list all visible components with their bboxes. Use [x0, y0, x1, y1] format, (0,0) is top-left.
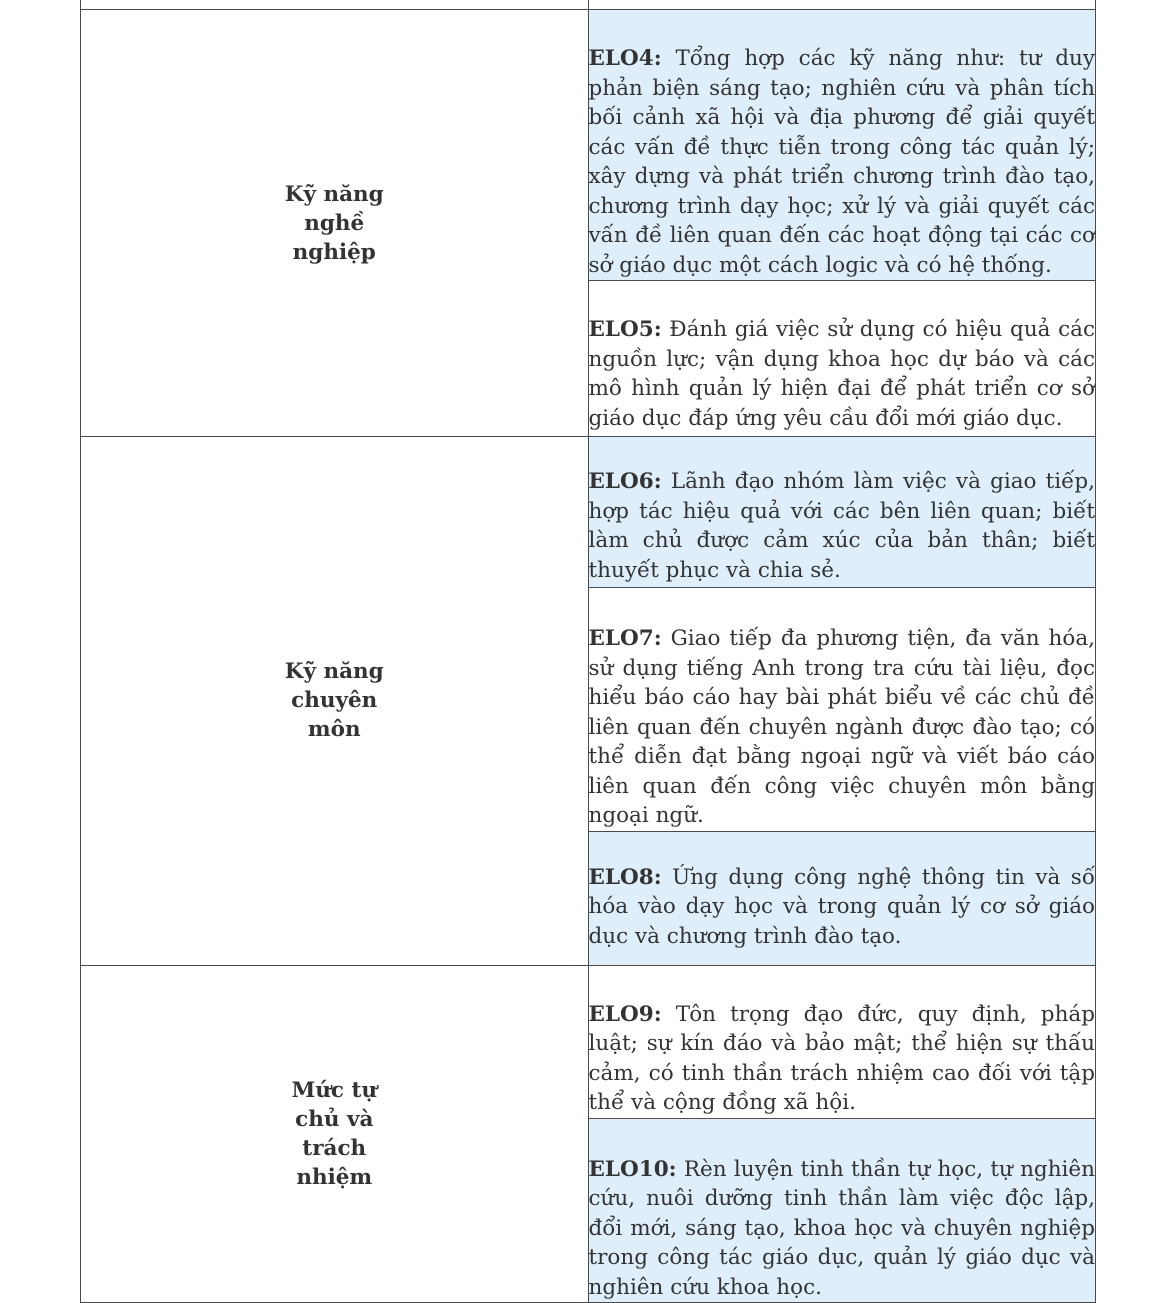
elo-text-elo9: Tôn trọng đạo đức, quy định, pháp luật; sự kín đáo và bảo mật; thể hiện sự thấu cảm, có tinh thần trách nhiệm cao đối với tập thể và cộng đồng xã hội. — [588, 1001, 1096, 1115]
elo-text-elo6: Lãnh đạo nhóm làm việc và giao tiếp, hợp tác hiệu quả với các bên liên quan; biết làm chủ được cảm xúc của bản thân; biết thuyết phục và chia sẻ. — [588, 469, 1095, 583]
elo-code-elo5: ELO5: — [588, 317, 662, 342]
elo-text-elo10: Rèn luyện tinh thần tự học, tự nghiên cứu, nuôi dưỡng tinh thần làm việc độc lập, đổi mới, sáng tạo, khoa học và chuyên nghiệp trong công tác giáo dục, quản lý giáo dục và nghiên cứu khoa học. — [588, 1156, 1095, 1300]
top-strip-elo-cell — [588, 0, 1096, 10]
category-label-autonomy-responsibility: Mức tự chủ và trách nhiệm — [291, 1077, 378, 1190]
table-row-elo6 — [81, 437, 1096, 588]
elo-text-elo4: Tổng hợp các kỹ năng như: tư duy phản biện sáng tạo; nghiên cứu và phân tích bối cảnh xã hội và địa phương để giải quyết các vấn đề thực tiễn trong công tác quản lý; xây dựng và phát triển chương trình đào tạo, chương trình dạy học; xử lý và giải quyết các vấn đề liên quan đến các hoạt động tại các cơ sở giáo dục một cách logic và có hệ thống. — [588, 46, 1095, 278]
elo-cell-elo9 — [588, 965, 1096, 1118]
category-cell-professional-skills — [81, 10, 589, 437]
elo-text-elo8: Ứng dụng công nghệ thông tin và số hóa vào dạy học và trong quản lý cơ sở giáo dục và chương trình đào tạo. — [588, 864, 1095, 949]
category-label-specialized-skills: Kỹ năng chuyên môn — [284, 659, 384, 743]
top-strip-category-cell — [81, 0, 589, 10]
elo-cell-elo5 — [588, 281, 1096, 437]
elo-cell-elo8 — [588, 831, 1096, 965]
elo-code-elo4: ELO4: — [588, 46, 662, 71]
elo-table — [80, 0, 1096, 1303]
elo-code-elo7: ELO7: — [588, 626, 662, 651]
category-cell-autonomy-responsibility — [81, 965, 589, 1303]
table-row-elo9 — [81, 965, 1096, 1118]
elo-cell-elo7 — [588, 588, 1096, 832]
category-cell-specialized-skills — [81, 437, 589, 966]
elo-code-elo10: ELO10: — [588, 1156, 677, 1182]
elo-text-elo7: Giao tiếp đa phương tiện, đa văn hóa, sử dụng tiếng Anh trong tra cứu tài liệu, đọc hiểu báo cáo hay bài phát biểu về các chủ đề liên quan đến chuyên ngành được đào tạo; có thể diễn đạt bằng ngoại ngữ và viết báo cáo liên quan đến công việc chuyên môn bằng ngoại ngữ. — [588, 626, 1095, 828]
table-row-top-strip — [81, 0, 1096, 10]
elo-cell-elo4 — [588, 10, 1096, 281]
elo-code-elo6: ELO6: — [588, 469, 662, 494]
elo-cell-elo6 — [588, 437, 1096, 588]
category-label-professional-skills: Kỹ năng nghề nghiệp — [284, 181, 384, 265]
elo-cell-elo10 — [588, 1118, 1096, 1303]
table-row-elo4 — [81, 10, 1096, 281]
elo-text-elo5: Đánh giá việc sử dụng có hiệu quả các nguồn lực; vận dụng khoa học dự báo và các mô hình quản lý hiện đại để phát triển cơ sở giáo dục đáp ứng yêu cầu đổi mới giáo dục. — [588, 317, 1095, 431]
elo-code-elo8: ELO8: — [588, 864, 662, 890]
elo-code-elo9: ELO9: — [588, 1001, 662, 1027]
